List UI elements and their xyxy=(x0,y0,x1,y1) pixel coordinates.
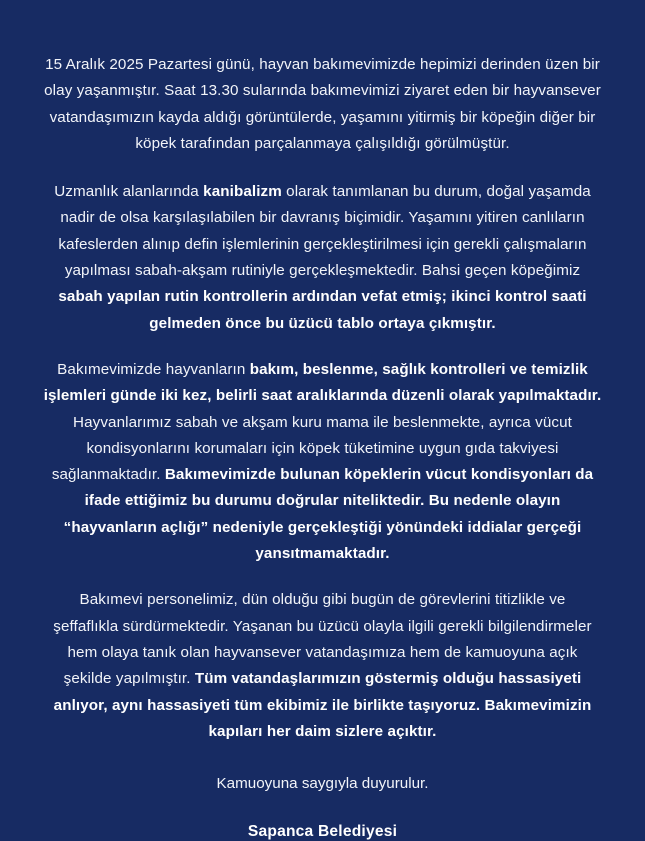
body-text: Bakımevimizde hayvanların xyxy=(57,360,250,378)
emphasis-text: sabah yapılan rutin kontrollerin ardından vefat etmiş; ikinci kontrol saati gelmeden önce bu üzücü tablo ortaya çıkmıştır. xyxy=(58,288,587,332)
body-text: Uzmanlık alanlarında xyxy=(54,183,204,201)
statement-paragraph-2 xyxy=(34,179,611,337)
body-text: Hayvanlarımız sabah ve akşam kuru mama ile beslenmekte, ayrıca vücut kondisyonlarını korumaları için köpek tüketimine uygun gıda takviyesi sağlanmaktadır. xyxy=(51,413,572,484)
statement-paragraph-1 xyxy=(34,52,611,157)
statement-paragraph-3 xyxy=(34,357,611,567)
emphasis-text: Bakımevimizde bulunan köpeklerin vücut kondisyonları da ifade ettiğimiz bu durumu doğrular niteliktedir. Bu nedenle olayın “hayvanların açlığı” nedeniyle gerçekleştiği yönündeki iddialar gerçeği yansıtmamaktadır. xyxy=(63,466,594,563)
emphasis-text: Tüm vatandaşlarımızın göstermiş olduğu hassasiyeti anlıyor, aynı hassasiyeti tüm ekibimiz ile birlikte taşıyoruz. Bakımevimizin kapıları her daim sizlere açıktır. xyxy=(53,670,592,740)
emphasis-text: bakım, beslenme, sağlık kontrolleri ve temizlik işlemleri günde iki kez, belirli saat aralıklarında düzenli olarak yapılmaktadır. xyxy=(43,360,602,405)
body-text: Bakımevi personelimiz, dün olduğu gibi bugün de görevlerini titizlikle ve şeffaflıkla sürdürmektedir. Yaşanan bu üzücü olayla ilgili gerekli bilgilendirmeler hem olaya tanık olan hayvansever vatandaşımıza hem de kamuoyuna açık şekilde yapılmıştır. xyxy=(53,591,592,688)
signature: Sapanca Belediyesi xyxy=(247,822,398,840)
body-text: olarak tanımlanan bu durum, doğal yaşamda nadir de olsa karşılaşılabilen bir davranış biçimidir. Yaşamını yitiren canlıların kafeslerden alınıp defin işlemlerinin gerçekleştirilmesi için gerekli çalışmaların yapılması sabah-akşam rutiniyle gerçekleşmektedir. Bahsi geçen köpeğimiz xyxy=(58,183,591,280)
emphasis-text: kanibalizm xyxy=(203,183,282,201)
closing-line: Kamuoyuna saygıyla duyurulur. xyxy=(216,775,429,793)
body-text: 15 Aralık 2025 Pazartesi günü, hayvan bakımevimizde hepimizi derinden üzen bir olay yaşanmıştır. Saat 13.30 sularında bakımevimizi ziyaret eden bir hayvansever vatandaşımızın kayda aldığı görüntülerde, yaşamını yitirmiş bir köpeğin diğer bir köpek tarafından parçalanmaya çalışıldığı görülmüştür. xyxy=(44,56,601,152)
statement-paragraph-4 xyxy=(34,587,611,745)
